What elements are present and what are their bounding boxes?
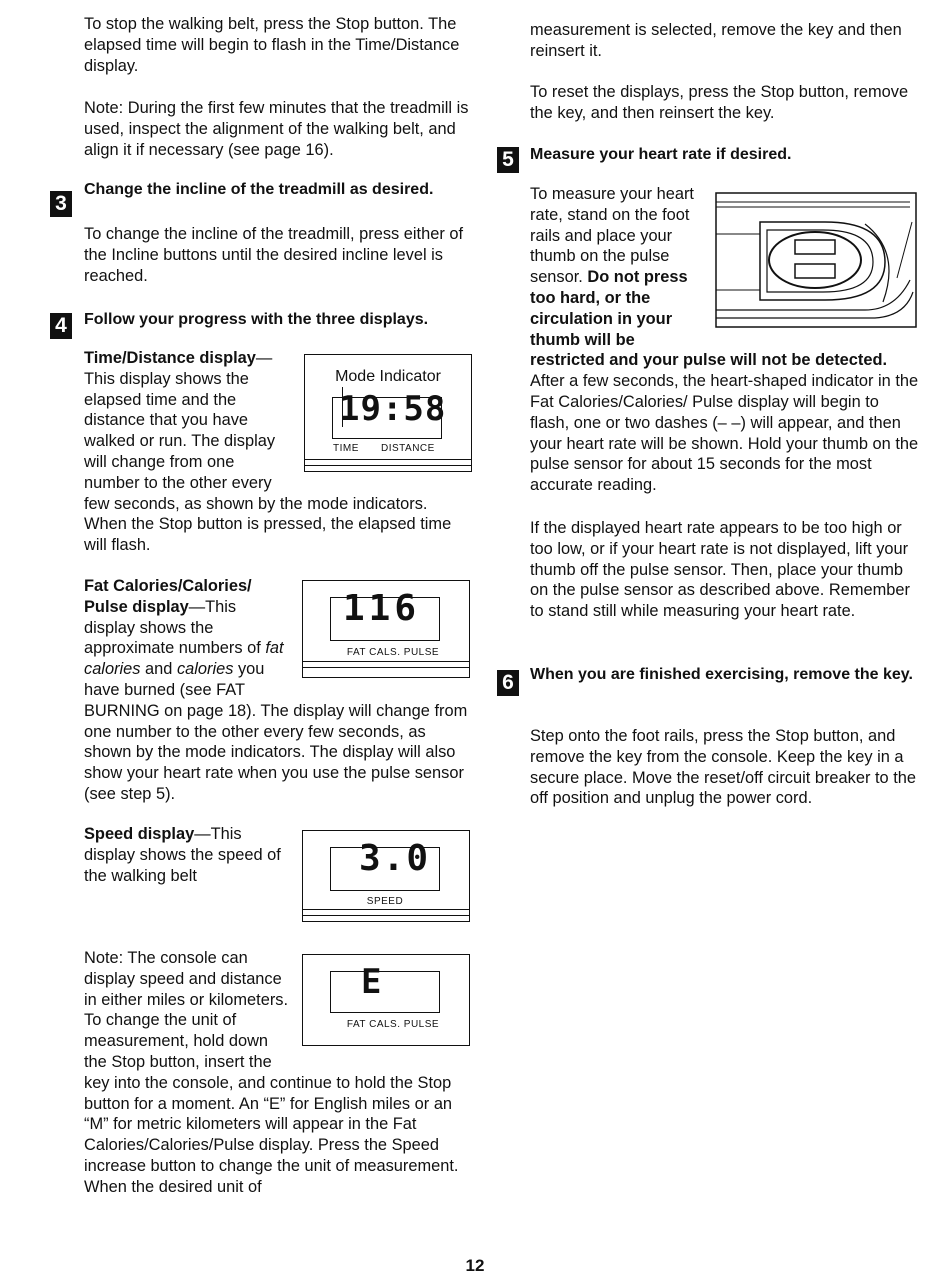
units-note-section <box>84 948 474 1198</box>
step-5-warning: Do not press too hard, or the circulation in your thumb will be restricted and your pulse will not be detected. <box>530 268 888 370</box>
step-5-badge: 5 <box>497 147 519 173</box>
speed-display <box>302 830 470 922</box>
belt-note: Note: During the first few minutes that the treadmill is used, inspect the alignment of the walking belt, and align it if necessary (see page 16). <box>84 99 469 159</box>
unit-label: FAT CALS. PULSE <box>346 1019 440 1030</box>
panel-divider <box>303 915 469 916</box>
fat-calories-display <box>302 580 470 678</box>
fat-calories-title: Fat Calories/Calories/ Pulse display <box>84 577 252 616</box>
unit-display <box>302 954 470 1046</box>
time-lcd <box>332 389 447 439</box>
panel-divider <box>303 661 469 662</box>
step-6-heading: When you are finished exercising, remove the key. <box>530 666 913 683</box>
step-3-body: To change the incline of the treadmill, press either of the Incline buttons until the desired incline level is reached. <box>84 225 464 285</box>
fat-calories-and: and <box>140 660 177 679</box>
panel-divider <box>303 667 469 668</box>
time-distance-display <box>304 354 472 472</box>
step-6-body: Step onto the foot rails, press the Stop button, and remove the key from the console. Keep the key in a secure place. Move the reset/off circuit breaker to the off position and unplug the power cord. <box>530 727 916 808</box>
speed-body: —This display shows the speed of the walking belt <box>84 825 281 885</box>
fat-calories-digits: 116 <box>343 588 421 629</box>
step-6-badge: 6 <box>497 670 519 696</box>
time-distance-body: —This display shows the elapsed time and the distance that you have walked or run. The display will change from one number to the other every few seconds, as shown by the mode indicators. When the Stop button is pressed, the elapsed time will flash. <box>84 349 452 555</box>
fat-calories-em2: calories <box>176 660 234 679</box>
step-3-badge: 3 <box>50 191 72 217</box>
time-distance-title: Time/Distance display <box>84 349 256 367</box>
unit-digits: E <box>361 962 382 1002</box>
right-continuation: measurement is selected, remove the key and then reinsert it. <box>530 21 902 60</box>
time-digits: 19:58 <box>339 389 447 429</box>
fat-calories-body-a: —This display shows the approximate numbers of <box>84 597 266 658</box>
step-5-body-b: After a few seconds, the heart-shaped indicator in the Fat Calories/Calories/ Pulse display will begin to flash, one or two dashes (– –) will appear, and then your heart rate will be shown. Hold your thumb on the pulse sensor for about 15 seconds for the most accurate reading. <box>530 372 919 495</box>
unit-lcd <box>330 962 440 1013</box>
fat-calories-body-b: you have burned (see FAT BURNING on page 18). The display will change from one number to the other every few seconds, as shown by the mode indicators. The display will also show your heart rate when you use the pulse sensor (see step 5). <box>84 660 468 803</box>
fat-calories-section <box>84 576 474 805</box>
speed-title: Speed display <box>84 825 195 843</box>
panel-divider <box>305 465 471 466</box>
step-5-section <box>530 184 920 496</box>
step-5-heading: Measure your heart rate if desired. <box>530 146 792 163</box>
fat-cals-pulse-label: FAT CALS. PULSE <box>346 647 440 658</box>
time-label: TIME <box>333 443 359 454</box>
speed-section <box>84 824 474 930</box>
mode-indicator-caption: Mode Indicator <box>335 368 441 385</box>
speed-label: SPEED <box>366 896 404 907</box>
intro-paragraph: To stop the walking belt, press the Stop button. The elapsed time will begin to flash in the Time/Distance display. <box>84 15 460 75</box>
step-4-heading: Follow your progress with the three displays. <box>84 311 429 328</box>
distance-label: DISTANCE <box>381 443 435 454</box>
panel-divider <box>303 909 469 910</box>
page-number: 12 <box>465 1256 485 1275</box>
fat-calories-lcd <box>330 588 440 641</box>
step-5-body-a: To measure your heart rate, stand on the foot rails and place your thumb on the pulse sensor. <box>530 185 694 287</box>
step-4-badge: 4 <box>50 313 72 339</box>
reset-paragraph: To reset the displays, press the Stop button, remove the key, and then reinsert the key. <box>530 83 909 122</box>
speed-lcd <box>330 838 440 891</box>
panel-divider <box>305 459 471 460</box>
step-5-body-2: If the displayed heart rate appears to be too high or too low, or if your heart rate is not displayed, lift your thumb off the pulse sensor. Then, place your thumb on the pulse sensor as described above. Remember to stand still while measuring your heart rate. <box>530 519 910 621</box>
units-note-body: Note: The console can display speed and distance in either miles or kilometers. To change the unit of measurement, hold down the Stop button, insert the key into the console, and continue to hold the Stop button for a moment. An “E” for English miles or an “M” for metric kilometers will appear in the Fat Calories/Calories/Pulse display. Press the Speed increase button to change the unit of measurement. When the desired unit of <box>84 949 459 1196</box>
time-distance-section <box>84 348 474 556</box>
pulse-sensor-illustration <box>715 192 917 328</box>
speed-digits: 3.0 <box>359 838 431 879</box>
fat-calories-em1: fat calories <box>84 639 284 679</box>
step-3-heading: Change the incline of the treadmill as desired. <box>84 181 434 198</box>
